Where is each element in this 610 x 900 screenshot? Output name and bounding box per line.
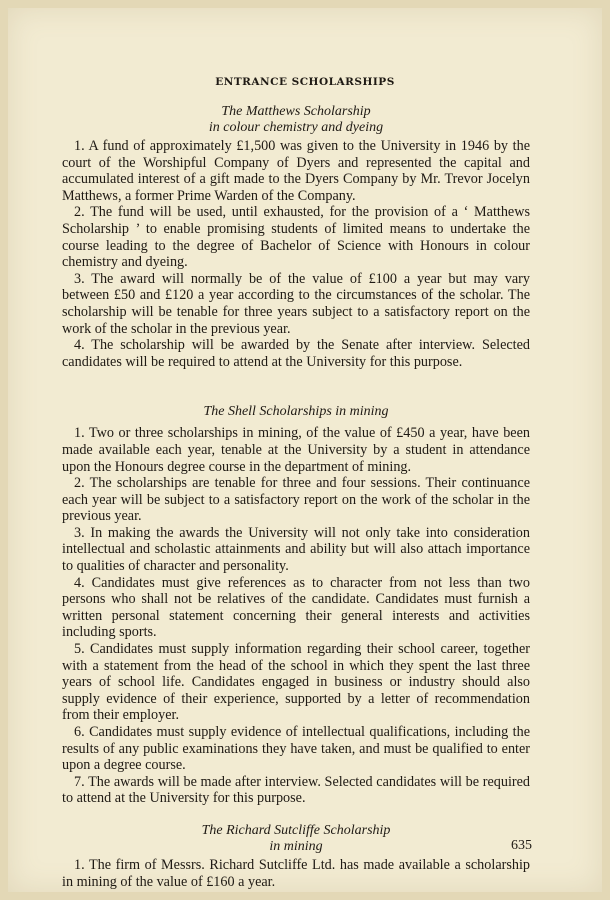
paragraph: 1. Two or three scholarships in mining, of the value of £450 a year, have been made available each year, tenable at the University by a student in attendance upon the Honours degree course in the department of mining. [62,425,530,475]
section-subtitle: in mining [269,838,323,854]
running-head: ENTRANCE SCHOLARSHIPS [215,76,395,88]
paragraph: 4. Candidates must give references as to character from not less than two persons who shall not be relatives of the candidate. Candidates must furnish a written personal statement concerning their general interests and activities including sports. [62,574,530,641]
paragraph: 2. The fund will be used, until exhausted, for the provision of a ‘ Matthews Scholarship ’ to enable promising students of limited means to undertake the course leading to the degree of Bachelor of Science with Honours in colour chemistry and dyeing. [62,204,530,271]
section-title: The Matthews Scholarship [221,104,371,119]
section-title: The Shell Scholarships in mining [203,404,389,420]
shell-section [62,404,530,807]
paragraph: 7. The awards will be made after interview. Selected candidates will be required to attend at the University for this purpose. [62,773,530,807]
page-content [62,104,530,890]
paragraph: 3. In making the awards the University will not only take into consideration intellectual and scholastic attainments and ability but will also attach importance to qualities of character and personality. [62,524,530,575]
paragraph: 6. Candidates must supply evidence of intellectual qualifications, including the results of any public examinations they have taken, and must be qualified to enter upon a degree course. [62,724,530,774]
paragraph: 4. The scholarship will be awarded by the Senate after interview. Selected candidates will be required to attend at the University for this purpose. [62,337,530,370]
paragraph: 1. A fund of approximately £1,500 was given to the University in 1946 by the court of the Worshipful Company of Dyers and represented the capital and accumulated interest of a gift made to the Dyers Company by Mr. Trevor Jocelyn Matthews, a former Prime Warden of the Company. [62,138,530,204]
paragraph: 2. The scholarships are tenable for three and four sessions. Their continuance each year will be subject to a satisfactory report on the work of the scholar in the previous year. [62,475,530,525]
paragraph: 1. The firm of Messrs. Richard Sutcliffe Ltd. has made available a scholarship in mining of the value of £160 a year. [62,856,530,890]
matthews-section [62,104,530,370]
paragraph: 5. Candidates must supply information regarding their school career, together with a statement from the head of the school in which they spent the last three years of school life. Candidates engaged in business or industry should also supply evidence of their experience, supported by a letter of recommendation from their employer. [62,641,530,724]
section-subtitle: in colour chemistry and dyeing [208,120,384,135]
page-number: 635 [511,838,532,853]
section-title: The Richard Sutcliffe Scholarship [201,822,391,838]
sutcliffe-section [62,823,530,890]
paragraph: 3. The award will normally be of the value of £100 a year but may vary between £50 and £120 a year according to the circumstances of the scholar. The scholarship will be tenable for three years subject to a satisfactory report on the work of the scholar in the previous year. [62,270,530,337]
book-page [8,8,602,892]
